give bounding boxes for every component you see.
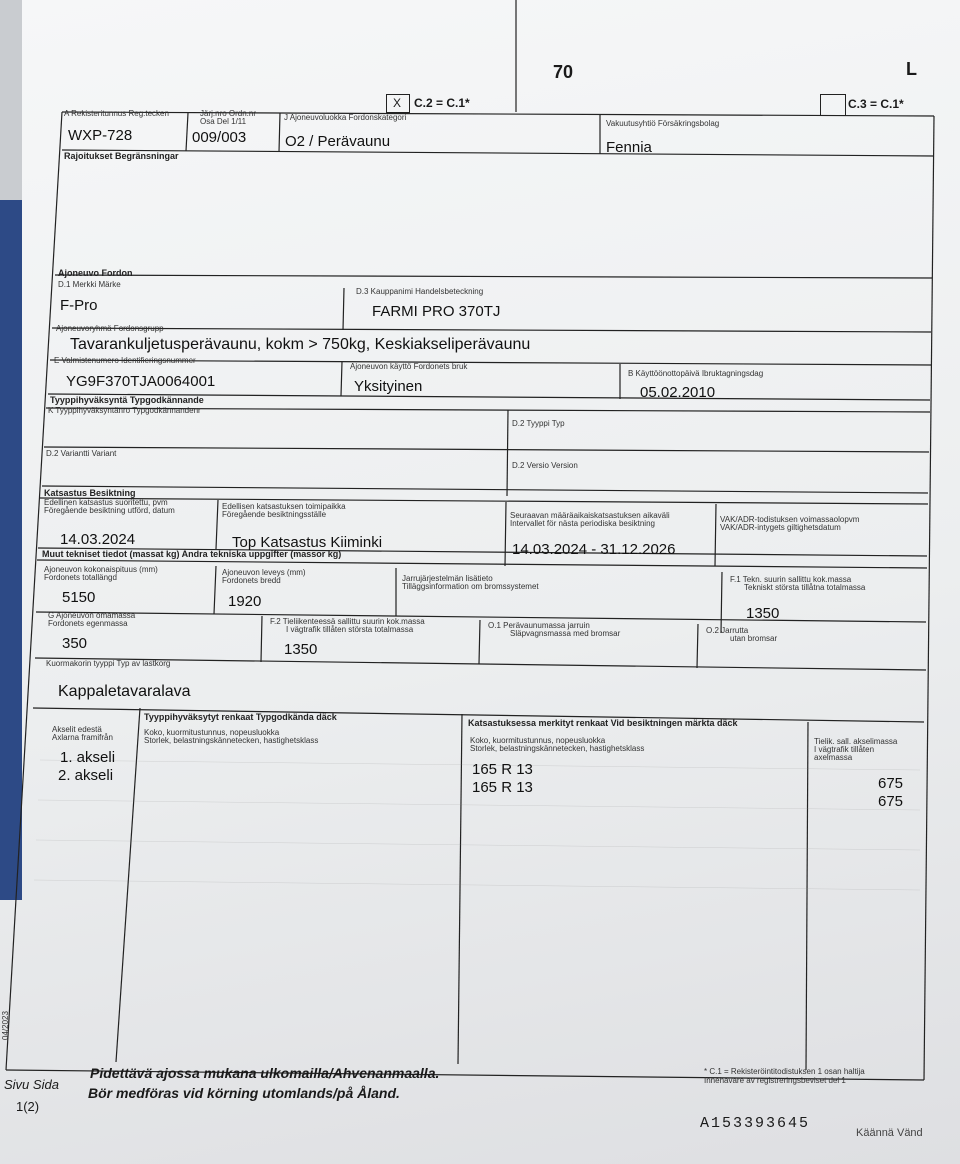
- length-value: 5150: [62, 589, 96, 606]
- vin-value: YG9F370TJA0064001: [66, 373, 216, 390]
- axle-mass-label-2: I vägtrafik tillåten: [814, 745, 875, 754]
- own-mass-label-2: Fordonets egenmassa: [48, 619, 128, 628]
- f2-label-2: I vägtrafik tillåten största totalmassa: [286, 625, 414, 634]
- width-value: 1920: [228, 593, 262, 610]
- page-label: Sivu Sida: [4, 1077, 59, 1092]
- c3-checkbox[interactable]: [820, 94, 846, 116]
- axles-label-1: Akselit edestä: [52, 725, 102, 734]
- version-label: D.2 Versio Version: [512, 461, 578, 470]
- brake-info-label-1: Jarrujärjestelmän lisätieto: [402, 574, 493, 583]
- f1-label-2: Tekniskt största tillåtna totalmassa: [744, 583, 866, 592]
- inspection-section-label: Katsastus Besiktning: [44, 488, 136, 498]
- brake-info-label-2: Tilläggsinformation om bromssystemet: [402, 582, 539, 591]
- length-label-2: Fordonets totallängd: [44, 573, 117, 582]
- serial-value: 009/003: [192, 129, 247, 146]
- registration-value: WXP-728: [68, 127, 133, 144]
- registration-label: A Rekisteritunnus Reg.tecken: [64, 109, 169, 118]
- serial-label-2: Osa Del 1/11: [200, 117, 247, 126]
- corner-letter: L: [906, 59, 917, 79]
- approved-tyres-sub-2: Storlek, belastningskännetecken, hastighetsklass: [144, 736, 319, 745]
- c2-checkbox[interactable]: [386, 94, 410, 113]
- category-value: O2 / Perävaunu: [285, 133, 391, 150]
- c2-label: C.2 = C.1*: [414, 96, 470, 110]
- prev-inspection-label-2: Föregående besiktning utförd, datum: [44, 506, 175, 515]
- vehicle-group-value: Tavarankuljetusperävaunu, kokm > 750kg, Keskiakseliperävaunu: [70, 336, 531, 353]
- vehicle-group-label: Ajoneuvoryhmä Fordonsgrupp: [56, 324, 164, 333]
- adr-label-1: VAK/ADR-todistuksen voimassaolopvm: [720, 515, 860, 524]
- o1-label-1: O.1 Perävaunumassa jarruin: [488, 621, 590, 630]
- f1-value: 1350: [746, 605, 780, 622]
- make-value: F-Pro: [60, 297, 98, 314]
- axle-mass-1: 675: [878, 775, 904, 792]
- category-label: J Ajoneuvoluokka Fordonskategori: [284, 113, 407, 122]
- body-type-value: Kappaletavaralava: [58, 683, 191, 700]
- vehicle-use-label: Ajoneuvon käyttö Fordonets bruk: [350, 362, 468, 371]
- make-label: D.1 Merkki Märke: [58, 280, 121, 289]
- axles-label-2: Axlarna framifrån: [52, 733, 113, 742]
- first-use-label: B Käyttöönottopäivä Ibruktagningsdag: [628, 369, 764, 378]
- width-label-2: Fordonets bredd: [222, 576, 281, 585]
- f2-label-1: F.2 Tieliikenteessä sallittu suurin kok.massa: [270, 617, 425, 626]
- adr-label-2: VAK/ADR-intygets giltighetsdatum: [720, 523, 841, 532]
- vin-label: E Valmistenumero Identifieringsnummer: [54, 356, 196, 365]
- width-label-1: Ajoneuvon leveys (mm): [222, 568, 306, 577]
- type-approval-number-label: K Tyyppihyväksyntänro Typgodkännandenr: [48, 406, 201, 415]
- marked-tyre-2: 165 R 13: [472, 779, 533, 796]
- prev-inspection-value: 14.03.2024: [60, 531, 136, 548]
- insurance-value: Fennia: [606, 139, 652, 156]
- f1-label-1: F.1 Tekn. suurin sallittu kok.massa: [730, 575, 852, 584]
- own-mass-label-1: G Ajoneuvon omamassa: [48, 611, 136, 620]
- marked-tyres-sub-1: Koko, kuormitustunnus, nopeusluokka: [470, 736, 606, 745]
- axle-mass-label-1: Tielik. sall. akselimassa: [814, 737, 898, 746]
- own-mass-value: 350: [62, 635, 88, 652]
- o2-label-2: utan bromsar: [730, 634, 778, 643]
- interval-value: 14.03.2024 - 31.12.2026: [512, 541, 676, 558]
- checkbox-mark: X: [393, 96, 402, 110]
- o2-label-1: O.2 Jarrutta: [706, 626, 749, 635]
- serial-label-1: Järj.nro Ordn.nr: [200, 109, 257, 118]
- marked-tyre-1: 165 R 13: [472, 761, 533, 778]
- approved-tyres-label: Tyyppihyväksytyt renkaat Typgodkända däck: [144, 712, 337, 722]
- c1-note-1: * C.1 = Rekisteröintitodistuksen 1 osan haltija: [704, 1067, 865, 1076]
- type-approval-section-label: Tyyppihyväksyntä Typgodkännande: [50, 395, 204, 405]
- turn-page-label: Käännä Vänd: [856, 1127, 923, 1139]
- prev-inspection-label-1: Edellinen katsastus suoritettu, pvm: [44, 498, 168, 507]
- variant-label: D.2 Variantti Variant: [46, 449, 117, 458]
- technical-section-label: Muut tekniset tiedot (massat kg) Andra tekniska uppgifter (massor kg): [42, 549, 342, 559]
- c3-label: C.3 = C.1*: [848, 97, 904, 111]
- inspection-place-label-1: Edellisen katsastuksen toimipaikka: [222, 502, 346, 511]
- axle-mass-label-3: axelmassa: [814, 753, 853, 762]
- trade-name-value: FARMI PRO 370TJ: [372, 303, 501, 320]
- o1-label-2: Släpvagnsmassa med bromsar: [510, 629, 621, 638]
- body-type-label: Kuormakorin tyyppi Typ av lastkorg: [46, 659, 171, 668]
- document-serial-number: A153393645: [700, 1115, 811, 1132]
- marked-tyres-label: Katsastuksessa merkityt renkaat Vid besiktningen märkta däck: [468, 718, 738, 728]
- inspection-place-label-2: Föregående besiktningsställe: [222, 510, 327, 519]
- interval-label-2: Intervallet för nästa periodiska besiktning: [510, 519, 655, 528]
- c1-note-2: Innehavare av registreringsbeviset del 1: [704, 1076, 846, 1085]
- notice-swedish: Bör medföras vid körning utomlands/på Åland.: [88, 1085, 400, 1101]
- vehicle-section-label: Ajoneuvo Fordon: [58, 268, 133, 278]
- page-number: 70: [553, 62, 574, 82]
- interval-label-1: Seuraavan määräaikaiskatsastuksen aikaväli: [510, 511, 670, 520]
- vehicle-use-value: Yksityinen: [354, 378, 423, 395]
- axle-1-label: 1. akseli: [60, 749, 116, 766]
- insurance-label: Vakuutusyhtiö Försäkringsbolag: [606, 119, 720, 128]
- length-label-1: Ajoneuvon kokonaispituus (mm): [44, 565, 158, 574]
- form-code: 04/2023: [1, 1011, 10, 1040]
- marked-tyres-sub-2: Storlek, belastningskännetecken, hastighetsklass: [470, 744, 645, 753]
- approved-tyres-sub-1: Koko, kuormitustunnus, nopeusluokka: [144, 728, 280, 737]
- axle-mass-2: 675: [878, 793, 904, 810]
- trade-name-label: D.3 Kauppanimi Handelsbeteckning: [356, 287, 484, 296]
- page-value: 1(2): [16, 1099, 40, 1114]
- type-label: D.2 Tyyppi Typ: [512, 419, 565, 428]
- inspection-place-value: Top Katsastus Kiiminki: [232, 534, 383, 551]
- axle-2-label: 2. akseli: [58, 767, 114, 784]
- notice-finnish: Pidettävä ajossa mukana ulkomailla/Ahvenanmaalla.: [90, 1065, 440, 1081]
- restrictions-label: Rajoitukset Begränsningar: [64, 151, 179, 161]
- first-use-value: 05.02.2010: [640, 384, 716, 401]
- f2-value: 1350: [284, 641, 318, 658]
